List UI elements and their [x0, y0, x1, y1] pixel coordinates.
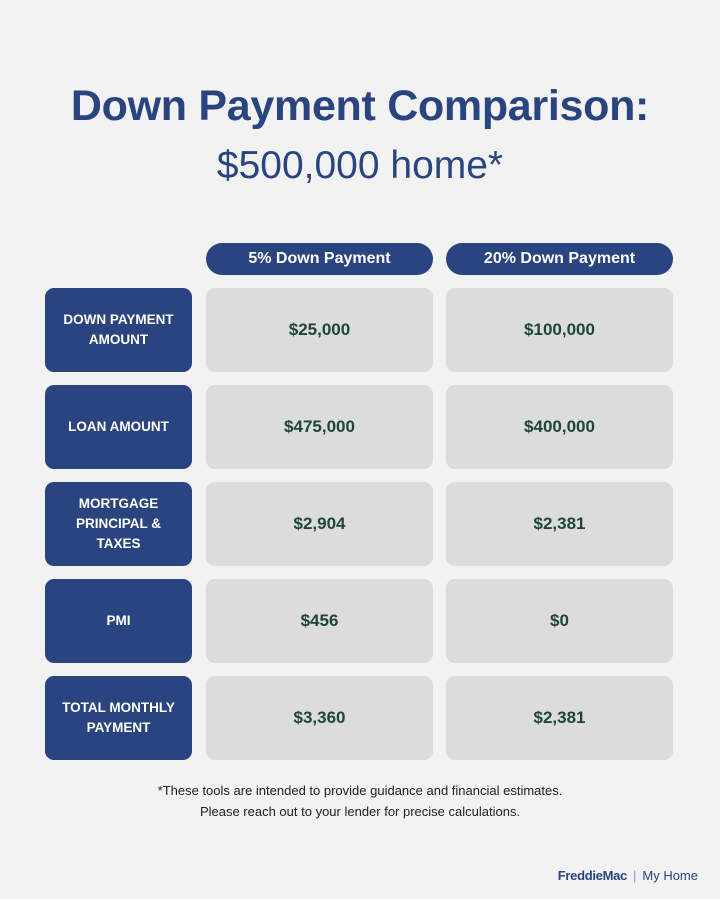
cell-total-20: $2,381	[446, 676, 673, 760]
footnote-line-2: Please reach out to your lender for precise calculations.	[199, 804, 521, 819]
brand-logo	[558, 868, 698, 883]
row-label-mortgage-principal-taxes: MORTGAGE PRINCIPAL & TAXES	[45, 482, 192, 566]
row-label-total-monthly-payment: TOTAL MONTHLY PAYMENT	[45, 676, 192, 760]
cell-total-5: $3,360	[206, 676, 433, 760]
page-title: Down Payment Comparison:	[70, 82, 650, 130]
column-header-20-percent: 20% Down Payment	[446, 243, 673, 275]
cell-loan-amount-20: $400,000	[446, 385, 673, 469]
page-subtitle: $500,000 home*	[216, 144, 504, 187]
brand-separator: |	[632, 868, 637, 883]
cell-down-payment-5: $25,000	[206, 288, 433, 372]
cell-pmi-20: $0	[446, 579, 673, 663]
row-label-down-payment-amount: DOWN PAYMENT AMOUNT	[45, 288, 192, 372]
footnote-line-1: *These tools are intended to provide guidance and financial estimates.	[157, 783, 563, 798]
footnote	[0, 780, 720, 822]
cell-down-payment-20: $100,000	[446, 288, 673, 372]
cell-pmi-5: $456	[206, 579, 433, 663]
cell-loan-amount-5: $475,000	[206, 385, 433, 469]
cell-mortgage-5: $2,904	[206, 482, 433, 566]
column-header-5-percent: 5% Down Payment	[206, 243, 433, 275]
brand-freddie-mac: FreddieMac	[557, 868, 627, 883]
cell-mortgage-20: $2,381	[446, 482, 673, 566]
row-label-pmi: PMI	[45, 579, 192, 663]
brand-my-home: My Home	[642, 868, 698, 883]
row-label-loan-amount: LOAN AMOUNT	[45, 385, 192, 469]
